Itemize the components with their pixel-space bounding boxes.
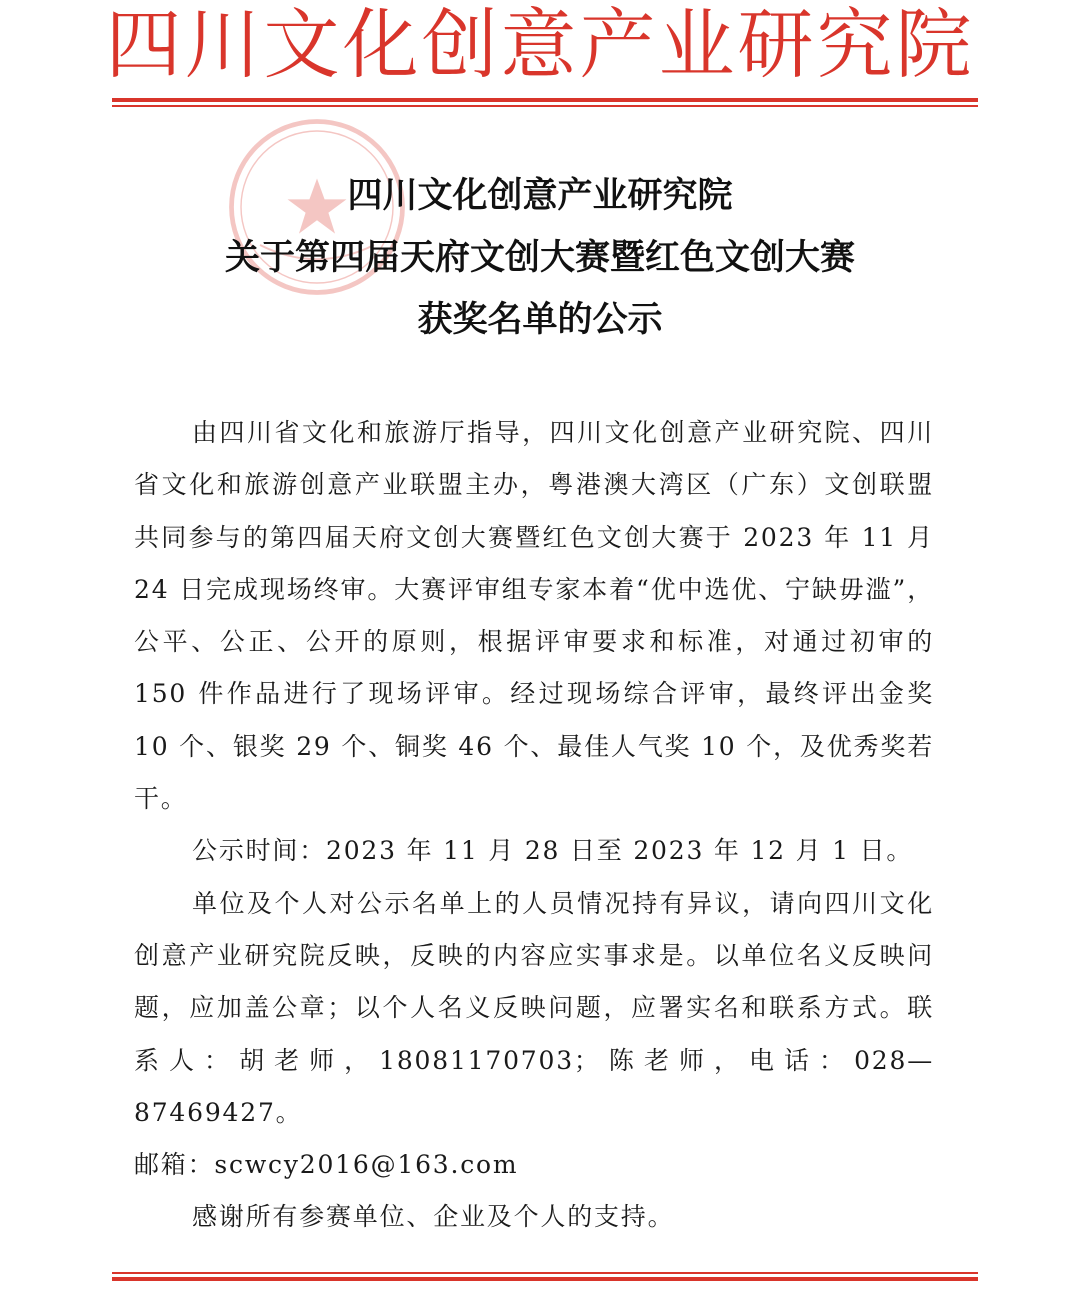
title-line-3: 获奖名单的公示 <box>417 299 663 340</box>
paragraph-objection-contact: 单位及个人对公示名单上的人员情况持有异议，请向四川文化创意产业研究院反映，反映的内容应实事求是。以单位名义反映问题，应加盖公章；以个人名义反映问题，应署实名和联系方式。联系人：胡老师，18081170703；陈老师，电话：028—87469427。 <box>134 888 934 1127</box>
paragraph-intro: 由四川省文化和旅游厅指导，四川文化创意产业研究院、四川省文化和旅游创意产业联盟主办，粤港澳大湾区（广东）文创联盟共同参与的第四届天府文创大赛暨红色文创大赛于 2023 年 11 月 24 日完成现场终审。大赛评审组专家本着“优中选优、宁缺毋滥”，公平、公正、公开的原则，根据评审要求和标准，对通过初审的 150 件作品进行了现场评审。经过现场综合评审，最终评出金奖 10 个、银奖 29 个、铜奖 46 个、最佳人气奖 10 个，及优秀奖若干。 <box>134 418 934 814</box>
footer-rule-thin <box>112 1272 978 1274</box>
letterhead-rule-thin <box>112 105 978 107</box>
notice-title <box>0 165 1080 351</box>
title-line-1: 四川文化创意产业研究院 <box>347 175 733 216</box>
letterhead-title: 四川文化创意产业研究院 <box>105 0 975 89</box>
paragraph-email: 邮箱：scwcy2016@163.com <box>134 1150 519 1180</box>
notice-body <box>134 407 934 1244</box>
paragraph-thanks: 感谢所有参赛单位、企业及个人的支持。 <box>192 1202 675 1232</box>
paragraph-publicity-period: 公示时间：2023 年 11 月 28 日至 2023 年 12 月 1 日。 <box>192 836 914 866</box>
letterhead-rule-thick <box>112 98 978 102</box>
title-line-2: 关于第四届天府文创大赛暨红色文创大赛 <box>224 237 855 278</box>
footer-rule-thick <box>112 1277 978 1281</box>
